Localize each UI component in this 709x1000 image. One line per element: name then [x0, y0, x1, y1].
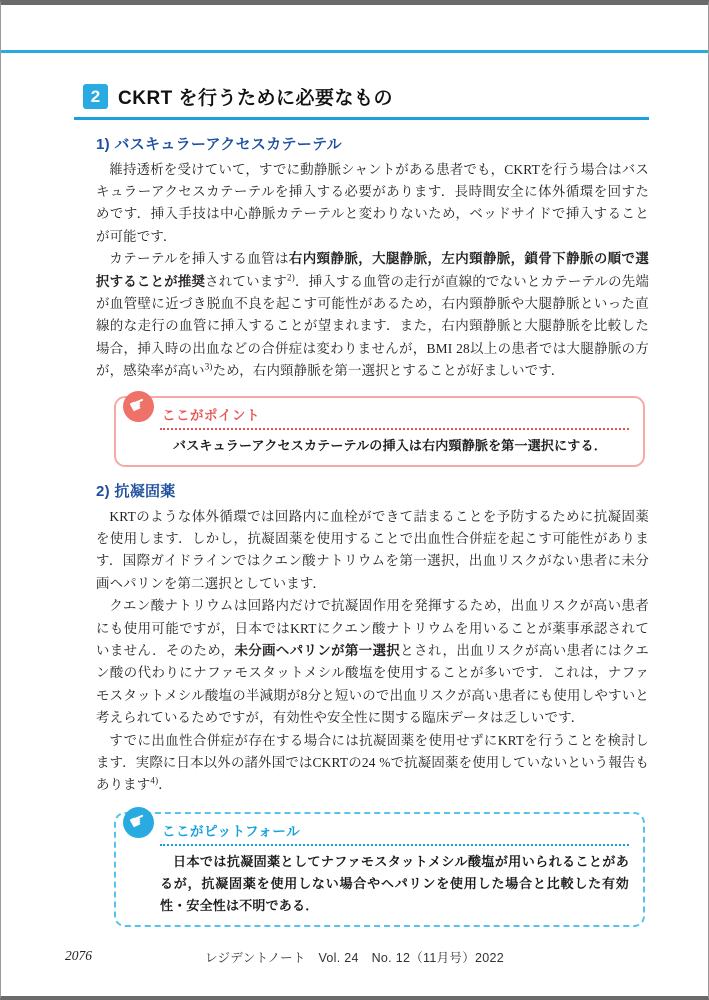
- pitfall-callout-title: ここがピットフォール: [160, 817, 629, 846]
- subsection-anticoagulants: [96, 480, 649, 927]
- top-accent-rule: [1, 50, 708, 53]
- page-footer: [1, 948, 708, 966]
- journal-title: レジデントノート Vol. 24 No. 12（11月号）2022: [204, 951, 505, 965]
- body-paragraphs: 維持透析を受けていて，すでに動静脈シャントがある患者でも，CKRTを行う場合はバスキュラーアクセスカテーテルを挿入する必要があります．長時間安全に体外循環を回すためです．挿入手技は中心静脈カテーテルと変わりないため，ベッドサイドで挿入することが可能です． カテーテルを挿入する血管は右内頸静脈，大腿静脈，左内頸静脈，鎖骨下静脈の順で選択することが推奨されています$^{2)}$．挿入する血管の走行が直線的でないとカテーテルの先端が血管壁に近づき脱血不良を起こす可能性があるため，右内頸静脈や大腿静脈といった直線的な走行の血管に挿入することが望まれます．また，右内頸静脈と大腿静脈を比較した場合，挿入時の出血などの合併症は変わりませんが，BMI 28以上の患者では大腿静脈の方が，感染率が高い$^{3)}$ため，右内頸静脈を第一選択とすることが好ましいです．: [96, 161, 650, 379]
- page-content: [83, 83, 649, 927]
- page-number: 2076: [65, 948, 92, 963]
- section-number-badge: 2: [83, 84, 108, 109]
- point-callout-title: ここがポイント: [160, 401, 629, 430]
- subsection-heading: 2) 抗凝固薬: [96, 482, 176, 500]
- pitfall-callout-body: 日本では抗凝固薬としてナファモスタットメシル酸塩が用いられることがあるが，抗凝固薬を使用しない場合やヘパリンを使用した場合と比較した有効性・安全性は不明である．: [160, 853, 629, 913]
- pitfall-callout: [114, 807, 645, 927]
- body-paragraphs: KRTのような体外循環では回路内に血栓ができて詰まることを予防するために抗凝固薬を使用します．しかし，抗凝固薬を使用することで出血性合併症を起こす可能性があります．国際ガイドラインではクエン酸ナトリウムを第一選択，出血リスクがない患者に未分画ヘパリンを第二選択としています． クエン酸ナトリウムは回路内だけで抗凝固作用を発揮するため，出血リスクが高い患者にも使用可能ですが，日本ではKRTにクエン酸ナトリウムを用いることが薬事承認されていません．そのため，未分画ヘパリンが第一選択とされ，出血リスクが高い患者にはクエン酸の代わりにナファモスタットメシル酸塩を使用することが多いです．これは，ナファモスタットメシル酸塩の半減期が8分と短いので出血リスクが高い患者にも使用しやすいと考えられているためですが，有効性や安全性に関する臨床データは乏しいです． すでに出血性合併症が存在する場合には抗凝固薬を使用せずにKRTを行うことを検討します．実際に日本以外の諸外国ではCKRTの24 %で抗凝固薬を使用していないという報告もあります$^{4)}$．: [96, 508, 649, 793]
- section-header-rule: [74, 117, 649, 120]
- point-callout-body: バスキュラーアクセスカテーテルの挿入は右内頸静脈を第一選択にする．: [173, 437, 607, 453]
- section-header: [83, 83, 649, 110]
- subsection-vascular-access: [96, 133, 649, 467]
- point-callout: [114, 391, 645, 467]
- section-title: CKRT を行うために必要なもの: [118, 88, 394, 109]
- hand-point-icon: ☛: [123, 391, 154, 422]
- subsection-heading: 1) バスキュラーアクセスカテーテル: [96, 135, 342, 153]
- hand-point-icon: ☛: [123, 807, 154, 838]
